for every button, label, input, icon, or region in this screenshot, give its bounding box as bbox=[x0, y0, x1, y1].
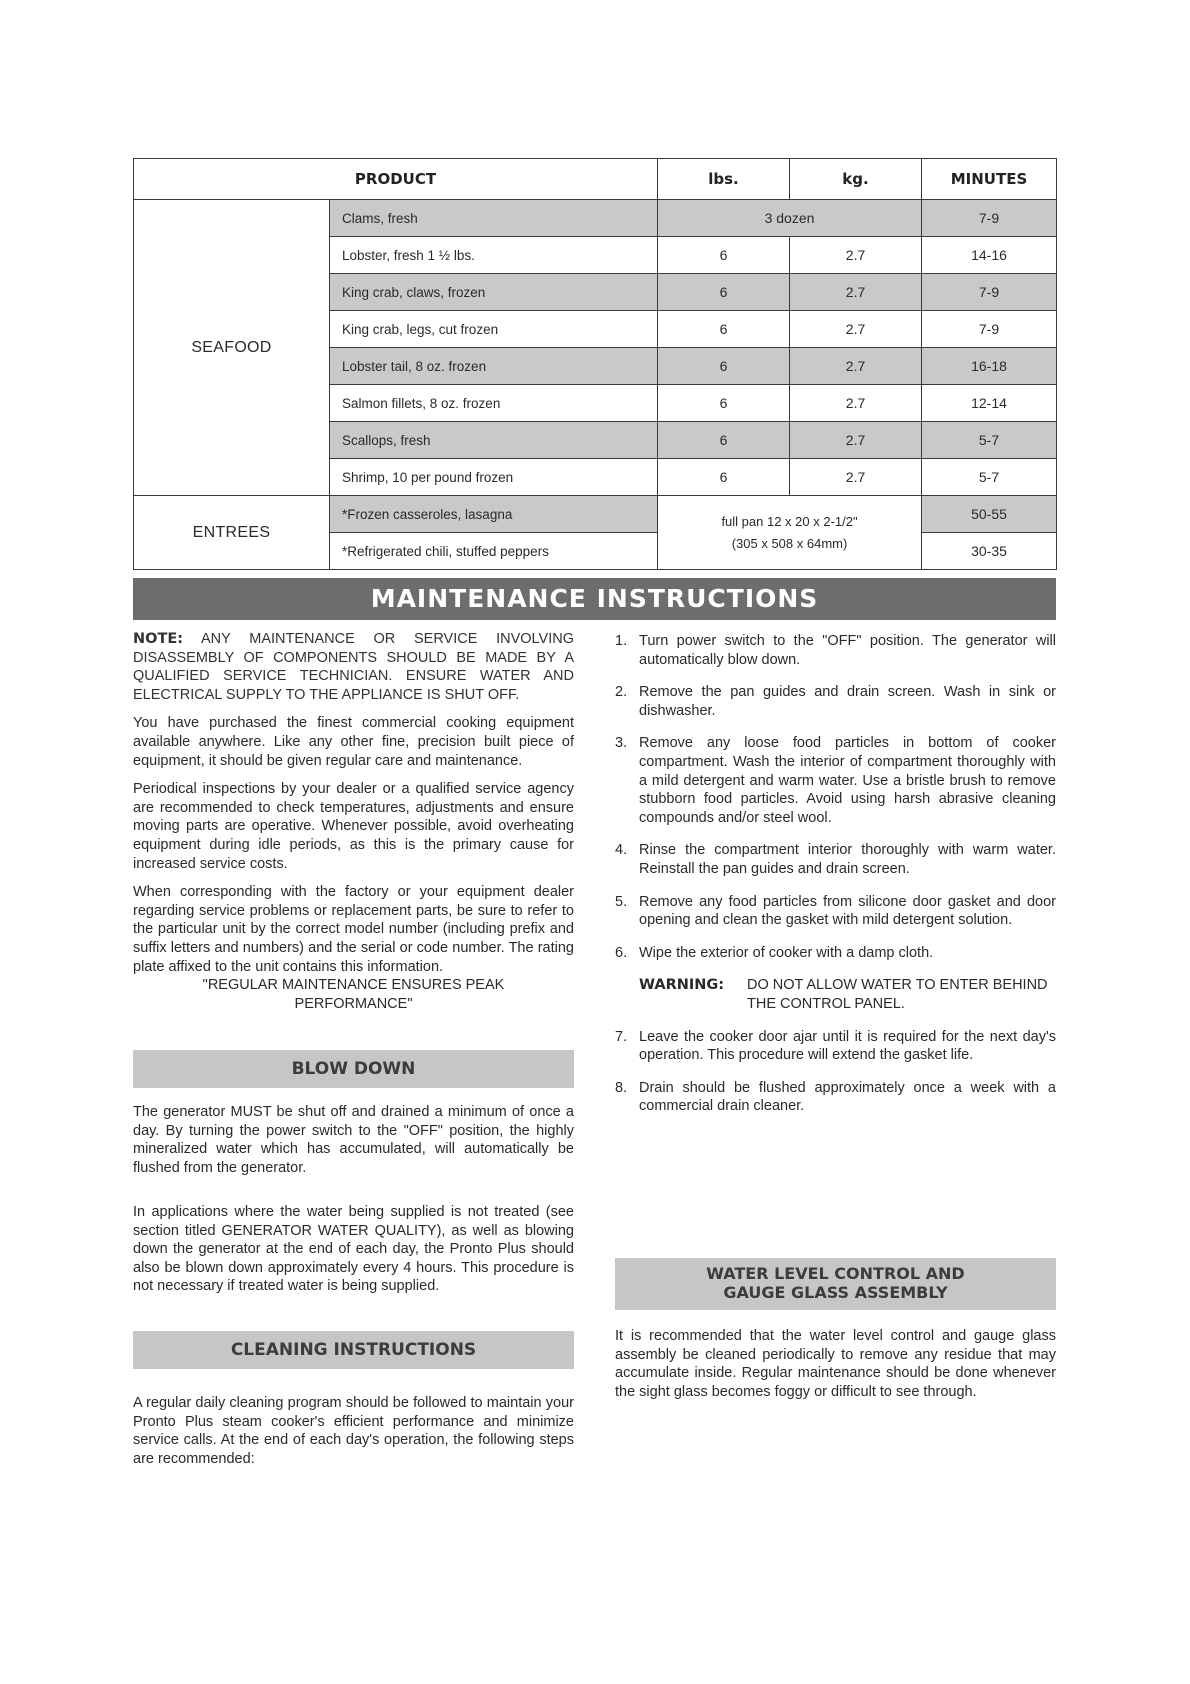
wlc-title-line2: GAUGE GLASS ASSEMBLY bbox=[723, 1283, 948, 1302]
right-column bbox=[615, 632, 1056, 1130]
lbs-cell: 6 bbox=[658, 459, 790, 496]
header-lbs: lbs. bbox=[658, 159, 790, 200]
list-item: 5. Remove any food particles from silicone door gasket and door opening and clean the gasket with mild detergent solution. bbox=[615, 893, 1056, 929]
header-product: PRODUCT bbox=[134, 159, 658, 200]
product-cell: King crab, legs, cut frozen bbox=[330, 311, 658, 348]
product-cell: Lobster tail, 8 oz. frozen bbox=[330, 348, 658, 385]
list-item: 8. Drain should be flushed approximately once a week with a commercial drain cleaner. bbox=[615, 1079, 1056, 1115]
note-text: ANY MAINTENANCE OR SERVICE INVOLVING DISASSEMBLY OF COMPONENTS SHOULD BE MADE BY A QUALIFIED SERVICE TECHNICIAN. ENSURE WATER AND ELECTRICAL SUPPLY TO THE APPLIANCE IS SHUT OFF. bbox=[133, 631, 574, 703]
warning-text: DO NOT ALLOW WATER TO ENTER BEHIND THE CONTROL PANEL. bbox=[747, 977, 1048, 1012]
cleaning-steps-list bbox=[615, 632, 1056, 962]
cleaning-paragraph: A regular daily cleaning program should be followed to maintain your Pronto Plus steam cooker's efficient performance and minimize service calls. At the end of each day's operation, the following steps are recommended: bbox=[133, 1395, 574, 1467]
lbs-cell: 6 bbox=[658, 348, 790, 385]
minutes-cell: 5-7 bbox=[922, 422, 1057, 459]
product-cell: King crab, claws, frozen bbox=[330, 274, 658, 311]
inspection-paragraph: Periodical inspections by your dealer or a qualified service agency are recommended to check temperatures, adjustments and ensure moving parts are operative. Whenever possible, avoid overheating equipment during idle periods, as this is the primary cause for increased service costs. bbox=[133, 781, 574, 872]
kg-cell: 2.7 bbox=[790, 237, 922, 274]
minutes-cell: 50-55 bbox=[922, 496, 1057, 533]
wlc-paragraph: It is recommended that the water level control and gauge glass assembly be cleaned periodically to remove any residue that may accumulate inside. Regular maintenance should be done whenever the sight glass becomes foggy or difficult to see through. bbox=[615, 1328, 1056, 1400]
product-cell: *Refrigerated chili, stuffed peppers bbox=[330, 533, 658, 570]
list-item: 4. Rinse the compartment interior thoroughly with warm water. Reinstall the pan guides and drain screen. bbox=[615, 842, 1056, 877]
list-item: 7. Leave the cooker door ajar until it is required for the next day's operation. This procedure will extend the gasket life. bbox=[615, 1028, 1056, 1064]
blowdown-paragraph-1: The generator MUST be shut off and drained a minimum of once a day. By turning the power switch to the "OFF" position, the highly mineralized water which has accumulated, will automatically be flushed from the generator. bbox=[133, 1104, 574, 1176]
cleaning-title: CLEANING INSTRUCTIONS bbox=[133, 1331, 574, 1369]
qty-cell: 3 dozen bbox=[658, 200, 922, 237]
maintenance-quote: "REGULAR MAINTENANCE ENSURES PEAK PERFORMANCE" bbox=[202, 977, 505, 1012]
left-column bbox=[133, 630, 574, 1023]
lbs-cell: 6 bbox=[658, 422, 790, 459]
kg-cell: 2.7 bbox=[790, 459, 922, 496]
note-paragraph bbox=[133, 630, 574, 704]
wlc-title-line1: WATER LEVEL CONTROL AND bbox=[706, 1264, 965, 1283]
product-cell: Lobster, fresh 1 ½ lbs. bbox=[330, 237, 658, 274]
minutes-cell: 30-35 bbox=[922, 533, 1057, 570]
list-item: 6. Wipe the exterior of cooker with a damp cloth. bbox=[615, 944, 934, 961]
kg-cell: 2.7 bbox=[790, 348, 922, 385]
blowdown-section-2 bbox=[133, 1203, 574, 1306]
minutes-cell: 14-16 bbox=[922, 237, 1057, 274]
product-cell: Clams, fresh bbox=[330, 200, 658, 237]
product-cell: Shrimp, 10 per pound frozen bbox=[330, 459, 658, 496]
lbs-cell: 6 bbox=[658, 311, 790, 348]
minutes-cell: 7-9 bbox=[922, 274, 1057, 311]
water-level-control-section bbox=[615, 1327, 1056, 1411]
blowdown-title: BLOW DOWN bbox=[133, 1050, 574, 1088]
maintenance-title: MAINTENANCE INSTRUCTIONS bbox=[133, 578, 1056, 620]
cleaning-steps-list-2 bbox=[615, 1028, 1056, 1116]
category-entrees: ENTREES bbox=[134, 496, 330, 570]
minutes-cell: 12-14 bbox=[922, 385, 1057, 422]
intro-paragraph: You have purchased the finest commercial cooking equipment available anywhere. Like any other fine, precision built piece of equipment, it should be given regular care and maintenance. bbox=[133, 715, 574, 769]
list-item: 3. Remove any loose food particles in bottom of cooker compartment. Wash the interior of compartment thoroughly with a mild detergent and warm water. Use a bristle brush to remove stubborn food particles. Avoid using harsh abrasive cleaning compounds and/or steel wool. bbox=[615, 735, 1056, 826]
cleaning-section bbox=[133, 1394, 574, 1478]
blowdown-section bbox=[133, 1103, 574, 1187]
lbs-cell: 6 bbox=[658, 274, 790, 311]
minutes-cell: 7-9 bbox=[922, 311, 1057, 348]
lbs-cell: 6 bbox=[658, 385, 790, 422]
list-item: 1. Turn power switch to the "OFF" position. The generator will automatically blow down. bbox=[615, 633, 1056, 668]
minutes-cell: 16-18 bbox=[922, 348, 1057, 385]
lbs-cell: 6 bbox=[658, 237, 790, 274]
kg-cell: 2.7 bbox=[790, 274, 922, 311]
product-cell: Salmon fillets, 8 oz. frozen bbox=[330, 385, 658, 422]
pan-size-line1: full pan 12 x 20 x 2-1/2" bbox=[721, 513, 858, 529]
list-item: 2. Remove the pan guides and drain screen. Wash in sink or dishwasher. bbox=[615, 684, 1056, 719]
note-label: NOTE: bbox=[133, 631, 184, 647]
kg-cell: 2.7 bbox=[790, 385, 922, 422]
pan-size-line2: (305 x 508 x 64mm) bbox=[731, 535, 848, 551]
header-minutes: MINUTES bbox=[922, 159, 1057, 200]
table-header-row bbox=[134, 159, 1057, 200]
category-seafood: SEAFOOD bbox=[134, 200, 330, 496]
product-cell: *Frozen casseroles, lasagna bbox=[330, 496, 658, 533]
cooking-times-table bbox=[133, 158, 1057, 570]
kg-cell: 2.7 bbox=[790, 422, 922, 459]
water-level-control-title bbox=[615, 1258, 1056, 1310]
warning-block bbox=[615, 976, 1056, 1013]
minutes-cell: 5-7 bbox=[922, 459, 1057, 496]
minutes-cell: 7-9 bbox=[922, 200, 1057, 237]
pan-size-cell bbox=[658, 496, 922, 570]
product-cell: Scallops, fresh bbox=[330, 422, 658, 459]
warning-label: WARNING: bbox=[639, 977, 725, 994]
kg-cell: 2.7 bbox=[790, 311, 922, 348]
table-row bbox=[134, 200, 1057, 237]
header-kg: kg. bbox=[790, 159, 922, 200]
correspondence-paragraph: When corresponding with the factory or your equipment dealer regarding service problems or replacement parts, be sure to refer to the particular unit by the correct model number (including prefix and suffix letters and numbers) and the serial or code number. The rating plate affixed to the unit contains this information. bbox=[133, 884, 574, 975]
table-row bbox=[134, 496, 1057, 533]
blowdown-paragraph-2: In applications where the water being supplied is not treated (see section titled GENERATOR WATER QUALITY), as well as blowing down the generator at the end of each day, the Pronto Plus should also be blown down approximately every 4 hours. This procedure is not necessary if treated water is being supplied. bbox=[133, 1204, 574, 1295]
